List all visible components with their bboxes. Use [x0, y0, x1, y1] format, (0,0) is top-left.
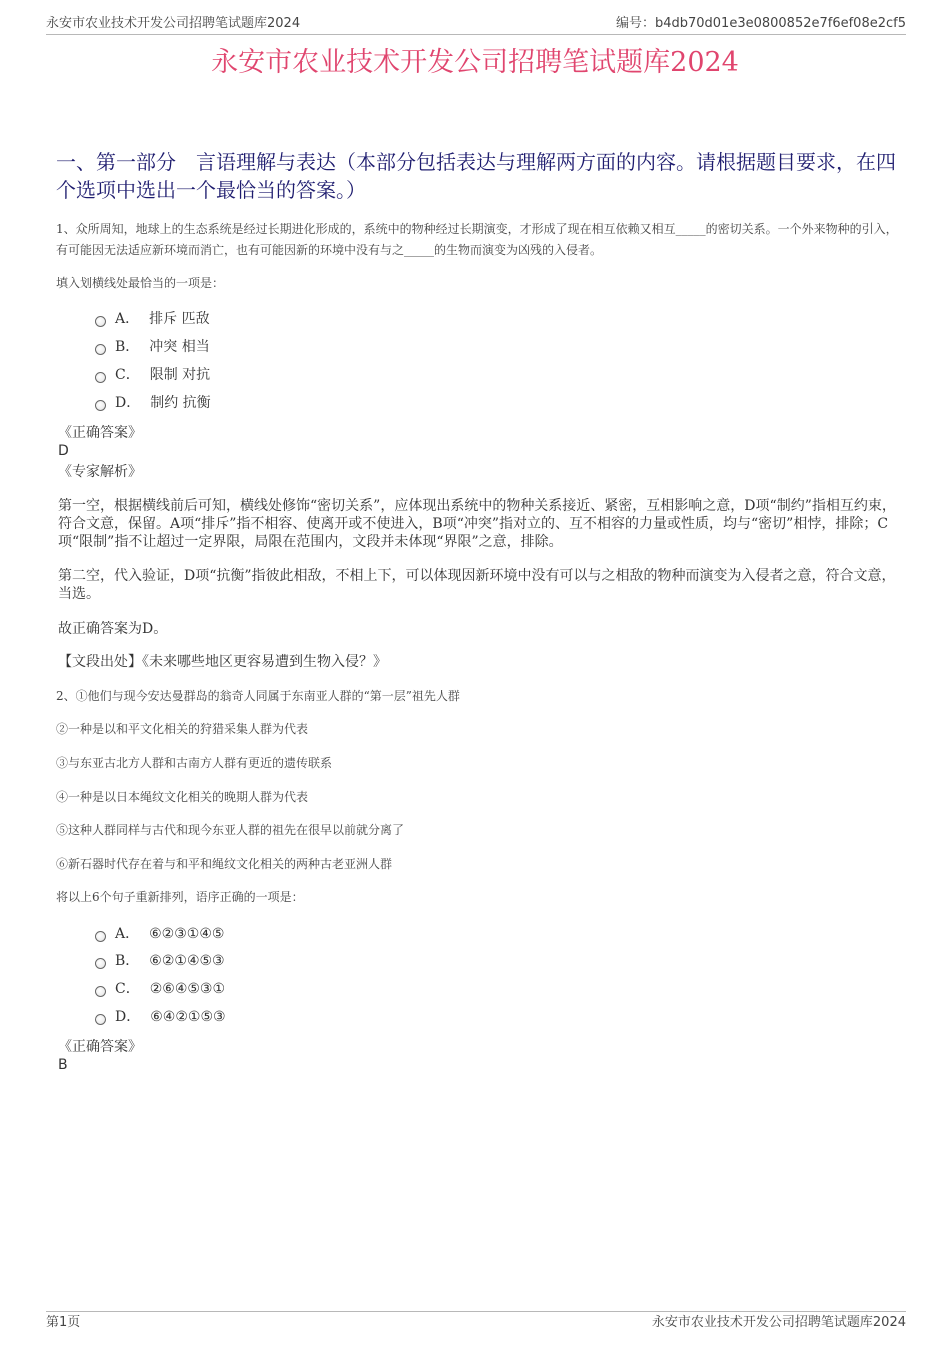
option-letter: C． [115, 367, 140, 383]
radio-icon[interactable] [95, 1014, 106, 1025]
q1-answer-label: 《正确答案》 [58, 425, 142, 441]
radio-icon[interactable] [95, 931, 106, 942]
option-text: 限制 对抗 [149, 367, 211, 383]
q1-option-b[interactable] [95, 337, 210, 357]
question-2-line: ⑥新石器时代存在着与和平和绳纹文化相关的两种古老亚洲人群 [56, 857, 393, 871]
q2-answer-label: 《正确答案》 [58, 1039, 142, 1055]
question-2-line: ⑤这种人群同样与古代和现今东亚人群的祖先在很早以前就分离了 [56, 823, 405, 837]
radio-icon[interactable] [95, 958, 106, 969]
radio-icon[interactable] [95, 316, 106, 327]
question-2-line: ④一种是以日本绳纹文化相关的晚期人群为代表 [56, 790, 309, 804]
q1-source: 【文段出处】《未来哪些地区更容易遭到生物入侵？》 [58, 654, 387, 670]
question-1-text: 1、众所周知，地球上的生态系统是经过长期进化形成的，系统中的物种经过长期演变，才形成了现在相互依赖又相互_____的密切关系。一个外来物种的引入，有可能因无法适应新环境而消亡，也有可能因新的环境中没有与之_____的生物而演变为凶残的入侵者。 [56, 222, 898, 257]
radio-icon[interactable] [95, 986, 106, 997]
q1-analysis-conclusion: 故正确答案为D。 [58, 621, 168, 637]
q2-option-b[interactable] [95, 951, 225, 971]
option-text: 排斥 匹敌 [149, 311, 210, 327]
question-2-line: ③与东亚古北方人群和古南方人群有更近的遗传联系 [56, 756, 333, 770]
q1-analysis-label: 《专家解析》 [58, 464, 142, 480]
option-letter: A． [115, 926, 140, 942]
option-letter: B． [115, 953, 140, 969]
header-code [616, 16, 906, 32]
q1-option-d[interactable] [95, 393, 211, 413]
q2-answer: B [58, 1057, 68, 1073]
option-letter: B． [115, 339, 140, 355]
header-title: 永安市农业技术开发公司招聘笔试题库2024 [46, 16, 301, 31]
q1-answer: D [58, 443, 69, 459]
q2-option-d[interactable] [95, 1007, 226, 1027]
page-header [46, 16, 906, 35]
question-2-line: 2、①他们与现今安达曼群岛的翁奇人同属于东南亚人群的“第一层”祖先人群 [56, 689, 460, 703]
page-footer [46, 1311, 906, 1332]
option-text: 冲突 相当 [149, 339, 210, 355]
page-number: 第1页 [46, 1315, 81, 1330]
option-letter: D． [115, 395, 141, 411]
option-text: 制约 抗衡 [150, 395, 211, 411]
q1-option-c[interactable] [95, 365, 210, 385]
q2-option-a[interactable] [95, 924, 224, 944]
q1-option-a[interactable] [95, 309, 210, 329]
question-2-prompt: 将以上6个句子重新排列，语序正确的一项是： [56, 890, 304, 904]
footer-title: 永安市农业技术开发公司招聘笔试题库2024 [651, 1315, 906, 1330]
document-title: 永安市农业技术开发公司招聘笔试题库2024 [211, 47, 739, 78]
q2-option-c[interactable] [95, 979, 225, 999]
q1-analysis-paragraph: 第一空，根据横线前后可知，横线处修饰“密切关系”，应体现出系统中的物种关系接近、紧密，互相影响之意，D项“制约”指相互约束，符合文意，保留。A项“排斥”指不相容、使离开或不使进入，B项“冲突”指对立的、互不相容的力量或性质，均与“密切”相悖，排除；C项“限制”指不让超过一定界限，局限在范围内，文段并未体现“界限”之意，排除。 [58, 498, 896, 550]
option-letter: A． [115, 311, 140, 327]
option-text: ⑥④②①⑤③ [150, 1009, 226, 1025]
option-text: ②⑥④⑤③① [149, 981, 226, 997]
q1-analysis-paragraph: 第二空，代入验证，D项“抗衡”指彼此相敌，不相上下，可以体现因新环境中没有可以与之相敌的物种而演变为入侵者之意，符合文意，当选。 [58, 568, 896, 602]
question-1-prompt: 填入划横线处最恰当的一项是： [56, 276, 225, 290]
question-2-line: ②一种是以和平文化相关的狩猎采集人群为代表 [56, 722, 309, 736]
radio-icon[interactable] [95, 372, 106, 383]
radio-icon[interactable] [95, 400, 106, 411]
option-letter: D． [115, 1009, 141, 1025]
radio-icon[interactable] [95, 344, 106, 355]
header-code-value: b4db70d01e3e0800852e7f6ef08e2cf5 [654, 16, 906, 31]
header-code-label: 编号： [615, 16, 655, 31]
option-letter: C． [115, 981, 140, 997]
option-text: ⑥②①④⑤③ [149, 953, 225, 969]
section-title: 一、第一部分 言语理解与表达（本部分包括表达与理解两方面的内容。请根据题目要求，在四个选项中选出一个最恰当的答案。） [56, 150, 896, 202]
option-text: ⑥②③①④⑤ [149, 926, 225, 942]
